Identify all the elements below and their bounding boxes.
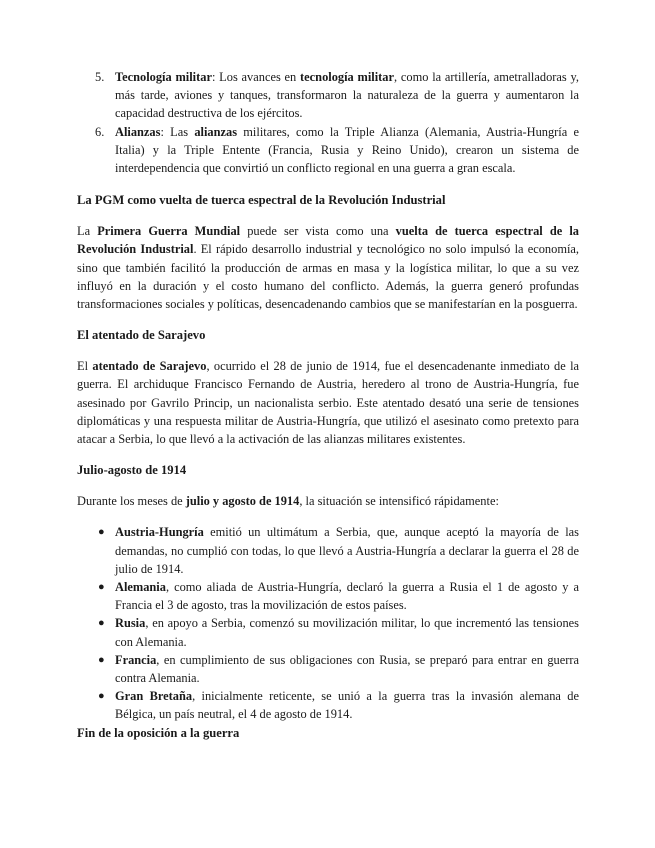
text: La xyxy=(77,224,98,239)
bullet-item xyxy=(77,687,579,723)
term-bold: Primera Guerra Mundial xyxy=(97,224,241,239)
text: , en cumplimiento de sus obligaciones con Rusia, se preparó para entrar en guerra contra Alemania. xyxy=(115,652,579,686)
section-heading-sarajevo: El atentado de Sarajevo xyxy=(77,328,206,343)
paragraph-sarajevo xyxy=(77,357,579,448)
text: emitió un ultimátum a Serbia, que, aunque aceptó la mayoría de las demandas, no cumplió con todas, lo que llevó a Austria-Hungría a declarar la guerra el 28 de julio de 1914. xyxy=(115,525,579,576)
section-heading-fin-oposicion: Fin de la oposición a la guerra xyxy=(77,725,240,740)
term-bold: vuelta de tuerca espectral de la Revolución Industrial xyxy=(77,224,579,257)
term-bold: Gran Bretaña xyxy=(115,689,193,704)
text: , en apoyo a Serbia, comenzó su movilización militar, lo que incrementó las tensiones con Alemania. xyxy=(115,616,579,649)
bullet-icon: ● xyxy=(98,581,105,594)
section-heading-julio-agosto: Julio-agosto de 1914 xyxy=(77,463,187,478)
text: Durante los meses de xyxy=(77,494,186,509)
list-text: militares, como la Triple Alianza (Alemania, Austria-Hungría e Italia) y la Triple Entente (Francia, Rusia y Reino Unido), crearon un sistema de interdependencia que convirtió un conflicto regional en una guerra a gran escala. xyxy=(115,124,579,176)
bullet-icon: ● xyxy=(98,526,105,539)
list-item xyxy=(77,68,579,123)
list-text: : Las xyxy=(160,124,195,139)
numbered-list xyxy=(77,68,579,177)
list-item xyxy=(77,123,579,178)
section-heading-pgm: La PGM como vuelta de tuerca espectral de la Revolución Industrial xyxy=(77,193,446,208)
bullet-list xyxy=(77,523,579,723)
term-bold: tecnología militar xyxy=(300,70,394,84)
list-text: : Los avances en xyxy=(211,70,301,84)
bullet-item xyxy=(77,614,579,650)
term-bold: Alianzas xyxy=(115,124,161,139)
term-bold: Austria-Hungría xyxy=(115,525,204,540)
paragraph-pgm xyxy=(77,222,579,313)
text: , inicialmente reticente, se unió a la guerra tras la invasión alemana de Bélgica, un país neutral, el 4 de agosto de 1914. xyxy=(115,689,579,722)
list-number: 5. xyxy=(95,70,105,84)
term-bold: julio y agosto de 1914 xyxy=(185,494,300,509)
document-content xyxy=(77,68,579,755)
text: puede ser vista como una xyxy=(240,224,396,239)
bullet-icon: ● xyxy=(98,653,105,666)
list-text: , como la artillería, ametralladoras y, más tarde, aviones y tanques, transformaron la naturaleza de la guerra y aumentaron la capacidad destructiva de los ejércitos. xyxy=(115,70,579,121)
bullet-item xyxy=(77,651,579,687)
text: El xyxy=(77,359,93,374)
list-number: 6. xyxy=(95,124,105,139)
term-bold: Alemania xyxy=(115,580,166,595)
text: , ocurrido el 28 de junio de 1914, fue el desencadenante inmediato de la guerra. El archiduque Francisco Fernando de Austria, heredero al trono de Austria-Hungría, fue asesinado por Gavrilo Princip, un nacionalista serbio. Este atentado desató una serie de tensiones diplomáticas y una respuesta militar de Austria-Hungría, que utilizó el asesinato como pretexto para atacar a Serbia, lo que llevó a la activación de las alianzas militares existentes. xyxy=(77,359,580,447)
bullet-icon: ● xyxy=(98,617,105,630)
term-bold: alianzas xyxy=(194,124,238,139)
text: , la situación se intensificó rápidamente: xyxy=(299,494,499,509)
bullet-item xyxy=(77,523,579,578)
bullet-icon: ● xyxy=(98,690,105,703)
text: . El rápido desarrollo industrial y tecnológico no solo impulsó la economía, sino que también facilitó la producción de armas en masa y la logística militar, lo que a su vez influyó en la duración y el costo humano del conflicto. Además, la guerra generó profundas transformaciones sociales y políticas, desencadenando cambios que se manifestarían en la posguerra. xyxy=(77,242,579,312)
term-bold: atentado de Sarajevo xyxy=(92,359,207,374)
term-bold: Francia xyxy=(115,652,157,667)
text: , como aliada de Austria-Hungría, declaró la guerra a Rusia el 1 de agosto y a Francia el 3 de agosto, tras la movilización de estos países. xyxy=(115,580,579,613)
bullet-item xyxy=(77,578,579,614)
paragraph-intro xyxy=(77,492,579,510)
term-bold: Rusia xyxy=(115,616,146,631)
term-bold: Tecnología militar xyxy=(115,70,212,84)
